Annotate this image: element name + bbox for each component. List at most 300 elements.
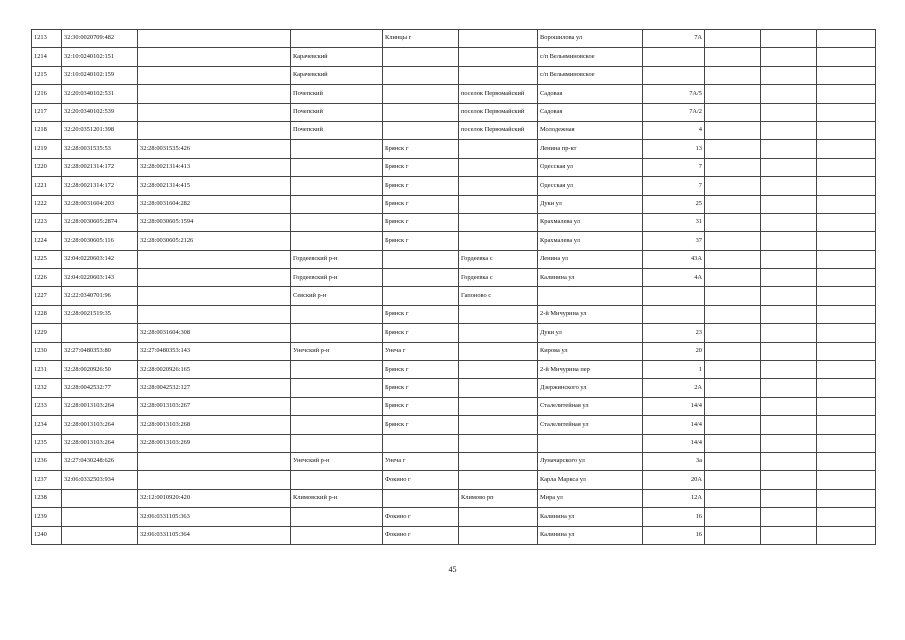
cell-extra-1	[705, 250, 761, 268]
cell-extra-1	[705, 287, 761, 305]
table-row	[32, 324, 876, 342]
cell-extra-3	[817, 48, 876, 66]
cell-house-number: 13	[643, 140, 705, 158]
cell-district	[291, 232, 383, 250]
cell-settlement	[459, 434, 538, 452]
cell-extra-3	[817, 489, 876, 507]
cell-settlement	[459, 30, 538, 48]
cell-extra-1	[705, 397, 761, 415]
cell-street: Сталелитейная ул	[538, 416, 643, 434]
cell-street: Ворошилова ул	[538, 30, 643, 48]
cell-city: Брянск г	[383, 232, 459, 250]
table-row	[32, 66, 876, 84]
cell-row-number: 1214	[32, 48, 62, 66]
cell-extra-2	[761, 434, 817, 452]
cell-street: Дуки ул	[538, 195, 643, 213]
cell-district	[291, 379, 383, 397]
cell-row-number: 1217	[32, 103, 62, 121]
table-row	[32, 195, 876, 213]
cell-extra-2	[761, 526, 817, 544]
cell-linked-cadastral-number	[138, 30, 291, 48]
cell-city	[383, 66, 459, 84]
cell-settlement	[459, 66, 538, 84]
cell-row-number: 1225	[32, 250, 62, 268]
cell-extra-3	[817, 250, 876, 268]
cell-district	[291, 508, 383, 526]
cell-extra-2	[761, 177, 817, 195]
cell-linked-cadastral-number: 32:06:0331105:364	[138, 526, 291, 544]
cell-row-number: 1240	[32, 526, 62, 544]
cell-street: Мира ул	[538, 489, 643, 507]
cell-cadastral-number: 32:28:0030605:116	[62, 232, 138, 250]
cell-row-number: 1220	[32, 158, 62, 176]
cell-extra-2	[761, 397, 817, 415]
table-row	[32, 287, 876, 305]
cell-extra-1	[705, 434, 761, 452]
cell-settlement: Гапоново с	[459, 287, 538, 305]
cell-district: Гордеевский р-н	[291, 250, 383, 268]
cell-extra-2	[761, 85, 817, 103]
cell-street: Дуки ул	[538, 324, 643, 342]
cell-extra-3	[817, 526, 876, 544]
cell-extra-1	[705, 526, 761, 544]
cell-extra-3	[817, 269, 876, 287]
cell-city: Брянск г	[383, 416, 459, 434]
cell-settlement	[459, 305, 538, 323]
cell-cadastral-number	[62, 508, 138, 526]
cell-cadastral-number: 32:10:0240102:159	[62, 66, 138, 84]
cell-row-number: 1224	[32, 232, 62, 250]
cell-cadastral-number: 32:27:0480353:80	[62, 342, 138, 360]
cell-extra-3	[817, 30, 876, 48]
table-row	[32, 213, 876, 231]
cell-city	[383, 269, 459, 287]
cell-extra-2	[761, 48, 817, 66]
cell-district	[291, 324, 383, 342]
cell-city	[383, 121, 459, 139]
cell-house-number: 1	[643, 361, 705, 379]
cell-extra-2	[761, 508, 817, 526]
table-row	[32, 361, 876, 379]
cell-linked-cadastral-number	[138, 121, 291, 139]
cell-street: Одесская ул	[538, 177, 643, 195]
cell-extra-2	[761, 342, 817, 360]
cell-settlement	[459, 416, 538, 434]
cell-row-number: 1237	[32, 471, 62, 489]
cell-street: Ленина пр-кт	[538, 140, 643, 158]
cell-row-number: 1238	[32, 489, 62, 507]
cell-house-number: 7А/2	[643, 103, 705, 121]
cell-extra-1	[705, 342, 761, 360]
cell-city: Брянск г	[383, 213, 459, 231]
property-register-table	[31, 29, 876, 545]
cell-city: Брянск г	[383, 361, 459, 379]
cell-extra-3	[817, 158, 876, 176]
cell-settlement: Гордеевка с	[459, 250, 538, 268]
table-row	[32, 305, 876, 323]
cell-extra-1	[705, 269, 761, 287]
table-row	[32, 526, 876, 544]
cell-linked-cadastral-number: 32:28:0013103:269	[138, 434, 291, 452]
cell-linked-cadastral-number	[138, 471, 291, 489]
cell-cadastral-number: 32:28:0013103:264	[62, 434, 138, 452]
cell-district: Почепский	[291, 103, 383, 121]
table-row	[32, 434, 876, 452]
page-number: 45	[448, 565, 457, 574]
cell-settlement	[459, 324, 538, 342]
cell-settlement	[459, 177, 538, 195]
cell-city	[383, 287, 459, 305]
cell-linked-cadastral-number	[138, 66, 291, 84]
cell-district	[291, 526, 383, 544]
table-row	[32, 379, 876, 397]
cell-city: Брянск г	[383, 177, 459, 195]
cell-district: Почепский	[291, 121, 383, 139]
cell-row-number: 1236	[32, 452, 62, 470]
cell-cadastral-number: 32:20:0351201:398	[62, 121, 138, 139]
cell-house-number	[643, 66, 705, 84]
cell-district: Севский р-н	[291, 287, 383, 305]
cell-extra-2	[761, 195, 817, 213]
table-row	[32, 121, 876, 139]
cell-extra-2	[761, 324, 817, 342]
cell-cadastral-number: 32:28:0020926:50	[62, 361, 138, 379]
cell-house-number: 25	[643, 195, 705, 213]
table-row	[32, 452, 876, 470]
cell-street: с/п Вельяминовское	[538, 66, 643, 84]
cell-city: Фокино г	[383, 508, 459, 526]
cell-city	[383, 48, 459, 66]
cell-row-number: 1231	[32, 361, 62, 379]
cell-linked-cadastral-number: 32:28:0042532:127	[138, 379, 291, 397]
cell-extra-2	[761, 232, 817, 250]
cell-extra-3	[817, 434, 876, 452]
cell-city: Фокино г	[383, 526, 459, 544]
cell-extra-1	[705, 361, 761, 379]
cell-district	[291, 305, 383, 323]
cell-settlement	[459, 232, 538, 250]
cell-extra-3	[817, 66, 876, 84]
cell-extra-1	[705, 508, 761, 526]
cell-district	[291, 213, 383, 231]
cell-extra-1	[705, 30, 761, 48]
cell-settlement	[459, 379, 538, 397]
cell-extra-3	[817, 213, 876, 231]
cell-city	[383, 85, 459, 103]
cell-extra-3	[817, 195, 876, 213]
cell-extra-2	[761, 140, 817, 158]
cell-extra-3	[817, 140, 876, 158]
cell-city: Брянск г	[383, 324, 459, 342]
cell-city	[383, 250, 459, 268]
cell-extra-1	[705, 452, 761, 470]
cell-extra-2	[761, 471, 817, 489]
cell-district	[291, 416, 383, 434]
cell-extra-2	[761, 269, 817, 287]
table-row	[32, 30, 876, 48]
cell-row-number: 1235	[32, 434, 62, 452]
cell-linked-cadastral-number: 32:12:0010920:420	[138, 489, 291, 507]
cell-cadastral-number: 32:30:0020709:482	[62, 30, 138, 48]
cell-extra-3	[817, 103, 876, 121]
cell-extra-3	[817, 287, 876, 305]
cell-extra-3	[817, 121, 876, 139]
cell-linked-cadastral-number: 32:28:0031535:426	[138, 140, 291, 158]
cell-settlement: Гордеевка с	[459, 269, 538, 287]
cell-linked-cadastral-number: 32:28:0031604:308	[138, 324, 291, 342]
cell-cadastral-number: 32:06:0332503:934	[62, 471, 138, 489]
cell-cadastral-number: 32:28:0031535:53	[62, 140, 138, 158]
cell-extra-1	[705, 85, 761, 103]
cell-house-number	[643, 305, 705, 323]
cell-settlement	[459, 508, 538, 526]
cell-district	[291, 177, 383, 195]
cell-district	[291, 140, 383, 158]
cell-row-number: 1230	[32, 342, 62, 360]
cell-street: Одесская ул	[538, 158, 643, 176]
table-row	[32, 269, 876, 287]
cell-cadastral-number: 32:28:0013103:264	[62, 416, 138, 434]
cell-linked-cadastral-number: 32:28:0031604:282	[138, 195, 291, 213]
cell-street	[538, 287, 643, 305]
cell-settlement: поселок Первомайский	[459, 103, 538, 121]
cell-cadastral-number: 32:10:0240102:151	[62, 48, 138, 66]
cell-house-number: 14/4	[643, 434, 705, 452]
cell-cadastral-number: 32:28:0021519:35	[62, 305, 138, 323]
cell-house-number: 14/4	[643, 416, 705, 434]
cell-linked-cadastral-number: 32:27:0480353:143	[138, 342, 291, 360]
cell-city: Брянск г	[383, 140, 459, 158]
cell-cadastral-number: 32:04:0220603:142	[62, 250, 138, 268]
cell-house-number: 3а	[643, 452, 705, 470]
cell-linked-cadastral-number	[138, 287, 291, 305]
cell-cadastral-number: 32:27:0430248:626	[62, 452, 138, 470]
cell-district	[291, 434, 383, 452]
cell-extra-1	[705, 195, 761, 213]
table-row	[32, 508, 876, 526]
cell-extra-1	[705, 232, 761, 250]
cell-house-number: 4	[643, 121, 705, 139]
cell-settlement	[459, 526, 538, 544]
cell-street	[538, 434, 643, 452]
cell-settlement	[459, 195, 538, 213]
cell-extra-1	[705, 121, 761, 139]
cell-street: Садовая	[538, 103, 643, 121]
cell-row-number: 1229	[32, 324, 62, 342]
table-row	[32, 489, 876, 507]
cell-row-number: 1228	[32, 305, 62, 323]
cell-district	[291, 361, 383, 379]
cell-district: Карачевский	[291, 48, 383, 66]
cell-extra-3	[817, 379, 876, 397]
cell-row-number: 1234	[32, 416, 62, 434]
table-row	[32, 85, 876, 103]
cell-cadastral-number: 32:28:0013103:264	[62, 397, 138, 415]
cell-settlement	[459, 452, 538, 470]
cell-city	[383, 489, 459, 507]
cell-extra-2	[761, 305, 817, 323]
cell-cadastral-number: 32:22:0340701:96	[62, 287, 138, 305]
cell-cadastral-number: 32:28:0021314:172	[62, 177, 138, 195]
cell-extra-3	[817, 324, 876, 342]
cell-settlement	[459, 140, 538, 158]
cell-extra-1	[705, 177, 761, 195]
cell-linked-cadastral-number: 32:06:0331105:363	[138, 508, 291, 526]
cell-house-number: 16	[643, 508, 705, 526]
cell-row-number: 1232	[32, 379, 62, 397]
cell-linked-cadastral-number: 32:28:0013103:268	[138, 416, 291, 434]
cell-house-number: 23	[643, 324, 705, 342]
cell-city: Брянск г	[383, 379, 459, 397]
cell-city: Брянск г	[383, 397, 459, 415]
cell-street: Крахмалева ул	[538, 232, 643, 250]
cell-street: Крахмалева ул	[538, 213, 643, 231]
cell-linked-cadastral-number: 32:28:0030605:1594	[138, 213, 291, 231]
cell-street: Луначарского ул	[538, 452, 643, 470]
cell-city: Брянск г	[383, 305, 459, 323]
cell-city: Клинцы г	[383, 30, 459, 48]
cell-house-number: 7А/5	[643, 85, 705, 103]
cell-cadastral-number	[62, 489, 138, 507]
cell-house-number: 37	[643, 232, 705, 250]
cell-city: Брянск г	[383, 158, 459, 176]
cell-row-number: 1233	[32, 397, 62, 415]
cell-extra-1	[705, 213, 761, 231]
cell-extra-3	[817, 305, 876, 323]
cell-house-number: 7	[643, 177, 705, 195]
cell-settlement: Климово рп	[459, 489, 538, 507]
cell-extra-1	[705, 471, 761, 489]
cell-row-number: 1213	[32, 30, 62, 48]
cell-district	[291, 195, 383, 213]
table-row	[32, 177, 876, 195]
cell-cadastral-number: 32:20:0340102:531	[62, 85, 138, 103]
cell-house-number: 2А	[643, 379, 705, 397]
cell-extra-2	[761, 213, 817, 231]
cell-extra-2	[761, 361, 817, 379]
cell-house-number: 7	[643, 158, 705, 176]
cell-cadastral-number: 32:20:0340102:539	[62, 103, 138, 121]
cell-house-number: 16	[643, 526, 705, 544]
cell-cadastral-number: 32:28:0030605:2874	[62, 213, 138, 231]
cell-row-number: 1218	[32, 121, 62, 139]
cell-linked-cadastral-number: 32:28:0021314:413	[138, 158, 291, 176]
cell-district: Климовский р-н	[291, 489, 383, 507]
cell-settlement	[459, 48, 538, 66]
cell-extra-2	[761, 287, 817, 305]
table-row	[32, 103, 876, 121]
cell-row-number: 1226	[32, 269, 62, 287]
cell-extra-1	[705, 489, 761, 507]
cell-extra-3	[817, 508, 876, 526]
cell-extra-1	[705, 158, 761, 176]
cell-extra-1	[705, 140, 761, 158]
cell-linked-cadastral-number: 32:28:0030605:2126	[138, 232, 291, 250]
cell-extra-1	[705, 379, 761, 397]
table-row	[32, 48, 876, 66]
cell-row-number: 1221	[32, 177, 62, 195]
cell-extra-3	[817, 177, 876, 195]
cell-city: Унеча г	[383, 452, 459, 470]
cell-row-number: 1219	[32, 140, 62, 158]
cell-extra-2	[761, 250, 817, 268]
cell-linked-cadastral-number	[138, 250, 291, 268]
cell-street: 2-й Мичурина ул	[538, 305, 643, 323]
cell-extra-2	[761, 103, 817, 121]
cell-street: Карла Маркса ул	[538, 471, 643, 489]
cell-extra-1	[705, 305, 761, 323]
cell-linked-cadastral-number	[138, 48, 291, 66]
cell-linked-cadastral-number	[138, 305, 291, 323]
cell-house-number: 12А	[643, 489, 705, 507]
cell-district	[291, 471, 383, 489]
cell-linked-cadastral-number: 32:28:0021314:415	[138, 177, 291, 195]
cell-cadastral-number: 32:28:0031604:203	[62, 195, 138, 213]
cell-cadastral-number: 32:04:0220603:143	[62, 269, 138, 287]
cell-row-number: 1239	[32, 508, 62, 526]
table-row	[32, 232, 876, 250]
cell-house-number: 4А	[643, 269, 705, 287]
cell-row-number: 1215	[32, 66, 62, 84]
cell-district	[291, 30, 383, 48]
cell-house-number: 14/4	[643, 397, 705, 415]
cell-house-number: 20А	[643, 471, 705, 489]
cell-house-number: 31	[643, 213, 705, 231]
cell-extra-1	[705, 66, 761, 84]
cell-row-number: 1222	[32, 195, 62, 213]
cell-street: Калинина ул	[538, 508, 643, 526]
cell-cadastral-number: 32:28:0021314:172	[62, 158, 138, 176]
cell-extra-2	[761, 121, 817, 139]
table-row	[32, 471, 876, 489]
cell-district: Почепский	[291, 85, 383, 103]
cell-extra-2	[761, 158, 817, 176]
cell-linked-cadastral-number	[138, 103, 291, 121]
table-row	[32, 140, 876, 158]
cell-extra-1	[705, 416, 761, 434]
table-body	[32, 30, 876, 545]
cell-settlement: поселок Первомайский	[459, 121, 538, 139]
cell-house-number: 43А	[643, 250, 705, 268]
cell-district	[291, 158, 383, 176]
cell-cadastral-number	[62, 324, 138, 342]
cell-extra-3	[817, 85, 876, 103]
cell-row-number: 1227	[32, 287, 62, 305]
cell-extra-2	[761, 379, 817, 397]
cell-extra-3	[817, 232, 876, 250]
cell-cadastral-number	[62, 526, 138, 544]
cell-settlement	[459, 471, 538, 489]
cell-district: Унечский р-н	[291, 342, 383, 360]
table-row	[32, 158, 876, 176]
cell-settlement	[459, 213, 538, 231]
cell-street: Садовая	[538, 85, 643, 103]
cell-city: Брянск г	[383, 195, 459, 213]
table-row	[32, 250, 876, 268]
cell-settlement	[459, 342, 538, 360]
cell-district	[291, 397, 383, 415]
cell-extra-1	[705, 324, 761, 342]
cell-extra-2	[761, 66, 817, 84]
cell-settlement: поселок Первомайский	[459, 85, 538, 103]
cell-linked-cadastral-number	[138, 269, 291, 287]
cell-extra-3	[817, 416, 876, 434]
table-row	[32, 397, 876, 415]
cell-house-number	[643, 48, 705, 66]
cell-street: Дзержинского ул	[538, 379, 643, 397]
cell-linked-cadastral-number: 32:28:0020926:165	[138, 361, 291, 379]
cell-city	[383, 434, 459, 452]
